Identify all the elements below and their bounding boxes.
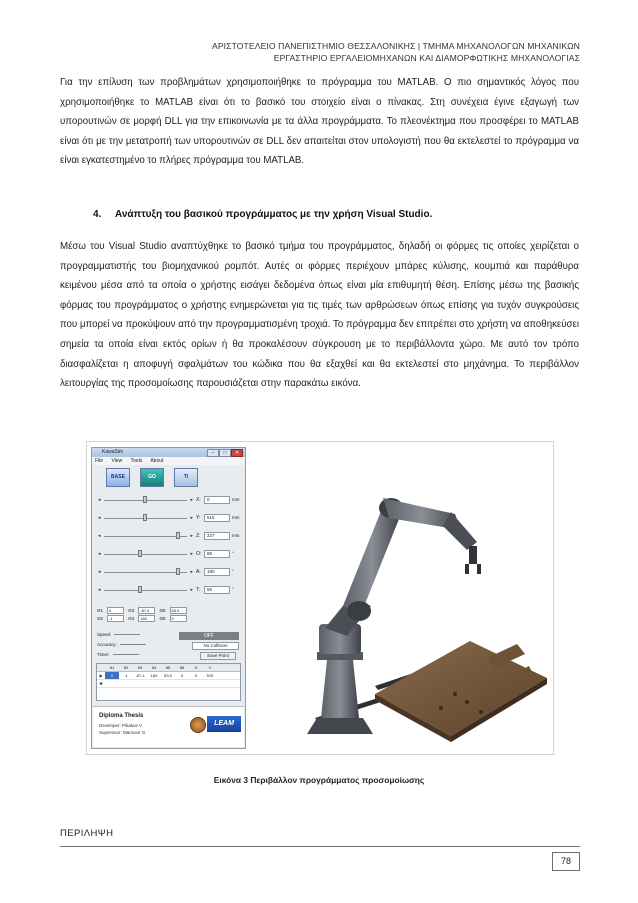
paragraph-visual-studio: Μέσω του Visual Studio αναπτύχθηκε το βασικό τμήμα του προγράμματος, δηλαδή οι φόρμες τις οποίες χειρίζεται ο προγραμματιστής του βιομηχανικού ρομπότ. Αυτές οι φόρμες περιέχουν μπάρες κύλισης, κουμπιά και παράθυρα κειμένου μέσα από τα οποία ο χρήστης εισάγει δεδομένα όπως είναι μία επιθυμητή θέση. Επίσης μέσω της βασικής φόρμας του προγράμματος ο χρήστης ενημερώνεται για τις τιμές των αρθρώσεων όπως επίσης για τυχόν συγκρούσεις που μπορεί να προκύψουν από την προγραμματισμένη τροχιά. Το πρόγραμμα δεν επιτρέπει στο χρήστη να αποθηκεύσει σημεία τα οποία είναι εκτός ορίων ή θα προκαλέσουν σύγκρουση με το περιβάλλοντα χώρο. Με αυτό τον τρόπο διασφαλίζεται η αποφυγή σφαλμάτων του κώδικα που θα εξαχθεί και θα εκτελεστεί στο μηχάνημα. Το περιβάλλον λειτουργίας της προσομοίωσης παρουσιάζεται στην παρακάτω εικόνα. (60, 241, 579, 390)
menu-file[interactable]: File (95, 458, 104, 464)
coord-z: Z: 227 mm (196, 533, 240, 540)
base-button[interactable]: BASE (106, 468, 130, 487)
status-off-badge: OFF (179, 632, 239, 640)
footer-supervisor: Supervisor: Mansour G. (99, 730, 147, 735)
joint-2-value: -1 (107, 615, 124, 622)
header-laboratory: ΕΡΓΑΣΤΗΡΙΟ ΕΡΓΑΛΕΙΟΜΗΧΑΝΩΝ ΚΑΙ ΔΙΑΜΟΡΦΩΤΙΚΗΣ ΜΗΧΑΝΟΛΟΓΙΑΣ (273, 53, 580, 63)
coord-y-field[interactable]: 515 (204, 514, 230, 522)
table-row[interactable]: ▶ 0 -1 -87.4 180 83.5 0 0 515 (97, 672, 240, 680)
collision-status: No Collision (192, 642, 239, 650)
slider-a[interactable]: ◂ ▸ (98, 569, 193, 575)
coord-z-field[interactable]: 227 (204, 532, 230, 540)
footer-title: Diploma Thesis (99, 713, 144, 719)
section-heading (93, 209, 432, 220)
menu-view[interactable]: View (111, 458, 123, 464)
table-row[interactable]: ✱ (97, 680, 240, 688)
close-icon[interactable]: ✕ (231, 449, 243, 457)
figure-caption: Εικόνα 3 Περιβάλλον προγράμματος προσομοίωσης (213, 775, 425, 785)
speed-control[interactable]: Speed: (97, 632, 140, 637)
slider-x[interactable]: ◂ ▸ (98, 497, 193, 503)
accuracy-control[interactable]: Accuracy: (97, 642, 146, 647)
header-university: ΑΡΙΣΤΟΤΕΛΕΙΟ ΠΑΝΕΠΙΣΤΗΜΙΟ ΘΕΣΣΑΛΟΝΙΚΗΣ | ΤΜΗΜΑ ΜΗΧΑΝΟΛΟΓΩΝ ΜΗΧΑΝΙΚΩΝ (212, 41, 580, 51)
page-number: 78 (552, 852, 580, 871)
menu-about[interactable]: About (150, 458, 164, 464)
slider-t[interactable]: ◂ ▸ (98, 587, 193, 593)
footer-section-label: ΠΕΡΙΛΗΨΗ (60, 828, 114, 839)
window-title: KawaSim (102, 449, 124, 455)
minimize-icon[interactable]: – (207, 449, 219, 457)
slider-y[interactable]: ◂ ▸ (98, 515, 193, 521)
coord-o: O: 85 ° (196, 551, 234, 558)
joint-1-value: 0 (107, 607, 124, 614)
footer-rule (60, 846, 580, 847)
coord-o-field[interactable]: 85 (204, 550, 230, 558)
coord-t: T: 65 ° (196, 587, 234, 594)
paragraph-matlab: Για την επίλυση των προβλημάτων χρησιμοποιήθηκε το πρόγραμμα του MATLAB. Ο πιο σημαντικός λόγος που χρησιμοποιήθηκε το MATLAB είναι ότι το βασικό του στοιχείο είναι ο πίνακας. Στη συνέχεια έγινε εξαγωγή των υπορουτινών σε μορφή DLL για την επικοινωνία με τα άλλα προγράμματα. Το πλεονέκτημα που προσφέρει το MATLAB είναι ότι με την μετατροπή των υπορουτινών σε DLL δεν απαιτείται στον υπολογιστή που θα εκτελεστεί το πρόγραμμα να είναι εγκατεστημένο το πλήρες πρόγραμμα του MATLAB. (60, 77, 579, 167)
app-window (91, 447, 246, 749)
university-seal-icon (190, 717, 206, 733)
coord-t-field[interactable]: 65 (204, 586, 230, 594)
figure-simulation-environment (86, 441, 554, 755)
menu-tools[interactable]: Tools (130, 458, 143, 464)
industrial-robot (319, 498, 481, 654)
robot-pedestal (307, 652, 373, 734)
joint-3-value: -87.4 (138, 607, 155, 614)
coord-x-field[interactable]: 0 (204, 496, 230, 504)
footer-developer: Developer: Pikakos V. (99, 723, 143, 728)
slider-z[interactable]: ◂ ▸ (98, 533, 193, 539)
section-number: 4. (93, 209, 102, 220)
coord-a-field[interactable]: 180 (204, 568, 230, 576)
coord-a: A: 180 ° (196, 569, 234, 576)
joint-6-value: 0 (170, 615, 187, 622)
tool-button[interactable]: TI (174, 468, 198, 487)
coord-x: X: 0 mm (196, 497, 240, 504)
window-titlebar (92, 448, 245, 457)
lab-logo: LEAM (207, 716, 241, 732)
joint-4-value: 180 (138, 615, 155, 622)
coord-y: Y: 515 mm (196, 515, 240, 522)
slider-o[interactable]: ◂ ▸ (98, 551, 193, 557)
points-table[interactable] (96, 663, 241, 701)
timer-control[interactable]: Timer: (97, 652, 139, 657)
robot-scene (255, 446, 550, 751)
page-header (60, 40, 580, 64)
maximize-icon[interactable]: □ (219, 449, 231, 457)
wooden-worktable (375, 641, 547, 742)
table-header: θ1 θ2 θ3 θ4 θ5 θ6 X Y (97, 664, 240, 672)
save-point-button[interactable]: Save Point (200, 652, 236, 660)
section-title: Ανάπτυξη του βασικού προγράμματος με την χρήση Visual Studio. (115, 209, 433, 220)
app-footer (93, 706, 244, 747)
joint-5-value: 83.5 (170, 607, 187, 614)
joint-values: Θ1 0 Θ3 -87.4 Θ5 83.5 Θ2 -1 Θ4 180 Θ6 0 (97, 607, 190, 623)
go-button[interactable]: GO (140, 468, 164, 487)
menu-bar (92, 457, 245, 465)
